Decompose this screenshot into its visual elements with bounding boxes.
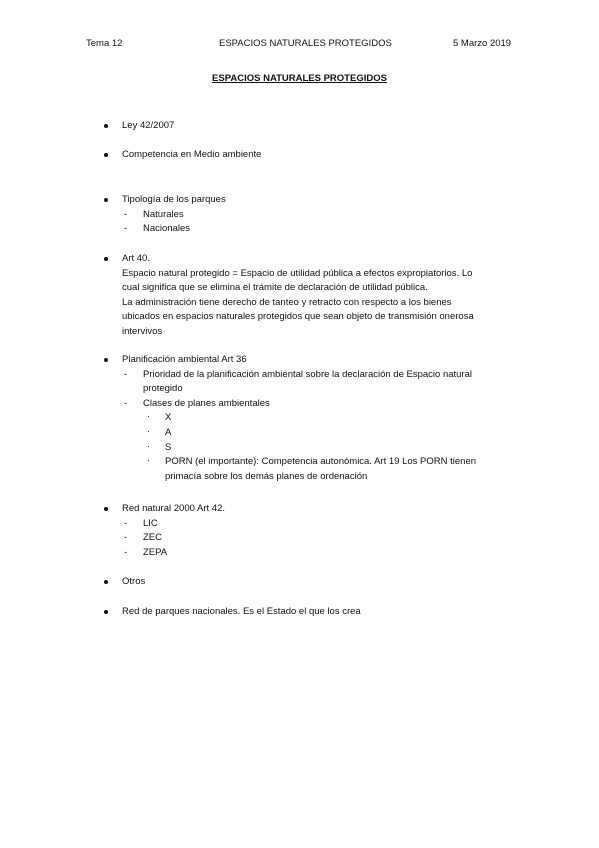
- dot-icon: ·: [147, 440, 150, 451]
- bullet-icon: [104, 124, 108, 128]
- dash-icon: -: [124, 223, 128, 235]
- bullet-icon: [104, 358, 108, 362]
- item-text: Otros: [122, 576, 146, 587]
- sub-item: [122, 368, 513, 397]
- plan-item-text: A: [165, 426, 172, 438]
- header-topic: Tema 12: [86, 38, 123, 49]
- bullet-icon: [104, 580, 108, 584]
- list-item: [122, 502, 522, 560]
- list-item: [122, 575, 522, 590]
- paragraph-line: intervivos: [122, 325, 163, 337]
- bullet-icon: [104, 153, 108, 157]
- dot-icon: ·: [147, 411, 150, 422]
- dash-icon: -: [124, 532, 128, 544]
- sub-item-text: Clases de planes ambientales: [143, 397, 270, 409]
- header-date: 5 Marzo 2019: [453, 38, 512, 49]
- sub-item: [122, 222, 522, 237]
- sub-item-text: Naturales: [143, 208, 184, 220]
- bullet-icon: [104, 610, 108, 614]
- dot-icon: ·: [147, 425, 150, 436]
- paragraph-line: La administración tiene derecho de tanteo y retracto con respecto a los bienes: [122, 296, 452, 308]
- sub-item: [122, 208, 522, 223]
- paragraph-line: Espacio natural protegido = Espacio de utilidad pública a efectos expropiatorios. Lo: [122, 267, 473, 279]
- item-text: Art 40.: [122, 253, 150, 264]
- dash-icon: -: [124, 546, 128, 558]
- plan-item: [122, 441, 522, 456]
- dash-icon: -: [124, 397, 128, 409]
- paragraph-line: cual significa que se elimina el trámite de declaración de utilidad pública.: [122, 282, 428, 294]
- sub-item: [122, 546, 522, 561]
- item-text: Red natural 2000 Art 42.: [122, 503, 225, 514]
- item-text: Red de parques nacionales. Es el Estado el que los crea: [122, 606, 361, 617]
- sub-item-text: ZEC: [143, 532, 162, 544]
- sub-item-text: Prioridad de la planificación ambiental sobre la declaración de Espacio natural protegido: [143, 368, 473, 395]
- list-item: [122, 148, 522, 163]
- dash-icon: -: [124, 517, 128, 529]
- list-item: [122, 119, 522, 134]
- item-text: Planificación ambiental Art 36: [122, 354, 247, 365]
- header-subject: ESPACIOS NATURALES PROTEGIDOS: [219, 38, 392, 49]
- sub-item: [122, 517, 522, 532]
- sub-item-text: Nacionales: [143, 223, 190, 235]
- plan-item-text: PORN (el importante): Competencia autonómica. Art 19 Los PORN tienen primacía sobre los demás planes de ordenación: [165, 456, 477, 482]
- sub-item-text: ZEPA: [143, 546, 168, 558]
- sub-item: [122, 397, 522, 412]
- item-text: Competencia en Medio ambiente: [122, 149, 262, 160]
- bullet-icon: [104, 198, 108, 202]
- bullet-icon: [104, 507, 108, 511]
- item-text: Tipología de los parques: [122, 194, 226, 205]
- plan-item-text: X: [165, 412, 172, 424]
- sub-item-text: LIC: [143, 517, 158, 529]
- list-item: [122, 605, 522, 620]
- plan-item: [122, 455, 505, 484]
- list-item: [122, 193, 522, 237]
- plan-item: [122, 411, 522, 426]
- dash-icon: -: [124, 368, 128, 380]
- bullet-icon: [104, 257, 108, 261]
- plan-item: [122, 426, 522, 441]
- sub-item: [122, 531, 522, 546]
- dash-icon: -: [124, 208, 128, 220]
- plan-item-text: S: [165, 441, 172, 453]
- document-title: ESPACIOS NATURALES PROTEGIDOS: [212, 73, 387, 84]
- dot-icon: ·: [147, 455, 150, 466]
- list-item: [122, 252, 522, 340]
- item-text: Ley 42/2007: [122, 120, 175, 131]
- paragraph-line: ubicados en espacios naturales protegidos que sean objeto de transmisión onerosa: [122, 311, 474, 323]
- list-item: [122, 353, 522, 484]
